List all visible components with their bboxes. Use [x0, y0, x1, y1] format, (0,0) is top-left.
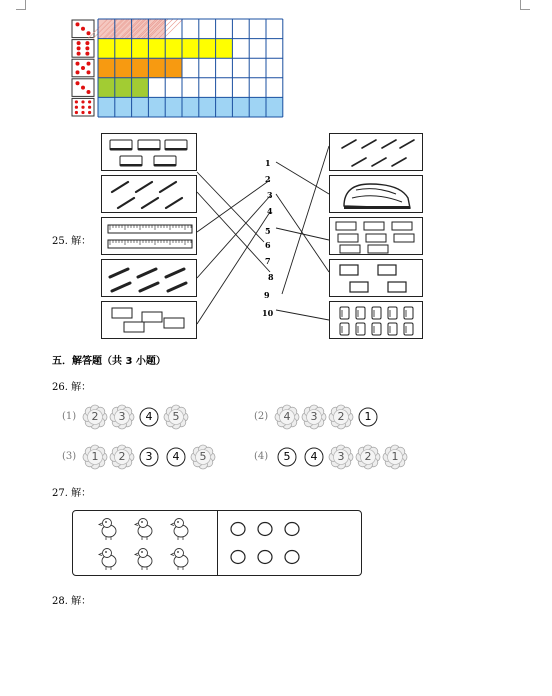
flower-number	[82, 444, 108, 470]
flower-number-exercise	[62, 400, 422, 474]
match-line	[276, 162, 329, 194]
flower-number	[382, 444, 408, 470]
bar-cell	[115, 78, 132, 98]
chick-icon	[171, 549, 188, 571]
circles-group	[218, 511, 362, 575]
flower-number-text: 4	[310, 450, 318, 463]
bar-cell	[199, 39, 216, 59]
flower-number	[328, 404, 354, 430]
die-pip	[87, 31, 91, 35]
circle-mark	[231, 523, 245, 536]
bar-cell	[132, 58, 149, 78]
die-pip	[81, 106, 84, 109]
bar-cell	[148, 39, 165, 59]
die-pip	[87, 70, 91, 74]
bar-cell	[165, 39, 182, 59]
match-number: 8	[268, 272, 274, 282]
filled-circle-number	[274, 444, 300, 470]
flower-number-text: 2	[118, 450, 126, 463]
die-pip	[87, 62, 91, 66]
cup-mark	[404, 307, 413, 319]
match-line	[197, 172, 264, 242]
bar-cell	[132, 78, 149, 98]
bar-cell	[115, 58, 132, 78]
cup-mark	[388, 307, 397, 319]
match-number: 3	[267, 190, 273, 200]
bar-cell	[148, 58, 165, 78]
chick-icon	[171, 519, 188, 541]
chicks-group	[73, 511, 217, 575]
flower-number-text: 1	[391, 450, 399, 463]
die-pip	[81, 86, 85, 90]
pencil-cases-icon	[330, 218, 424, 256]
die-pip	[85, 46, 89, 50]
left-box-pencils	[101, 175, 197, 213]
right-box-pens	[329, 133, 423, 171]
match-line	[197, 212, 270, 324]
bar-cell	[132, 97, 149, 117]
backpack-icon	[330, 176, 424, 214]
bar-cell	[165, 58, 182, 78]
question-26-label: 26. 解：	[52, 382, 92, 393]
die-pip	[77, 46, 81, 50]
flower-number	[355, 444, 381, 470]
right-box-backpack	[329, 175, 423, 213]
bar-cell	[232, 97, 249, 117]
cup-mark	[372, 307, 381, 319]
bar-cell	[148, 97, 165, 117]
chick-icon	[99, 519, 116, 541]
matching-exercise	[100, 132, 430, 342]
bar-cell	[98, 39, 115, 59]
flower-number	[190, 444, 216, 470]
left-box-books	[101, 133, 197, 171]
die-pip	[76, 70, 80, 74]
flower-number-text: 5	[283, 450, 291, 463]
match-number: 4	[267, 206, 273, 216]
flower-number	[274, 404, 300, 430]
circle-mark	[285, 551, 299, 564]
die-pip	[81, 66, 85, 70]
circle-mark	[231, 551, 245, 564]
cups-icon	[330, 302, 424, 340]
match-number: 5	[265, 226, 271, 236]
flower-number-text: 1	[364, 410, 372, 423]
die-pip	[77, 52, 81, 56]
pens-icon	[330, 134, 424, 172]
circle-mark	[258, 523, 272, 536]
flower-row-tag: (3)	[62, 451, 77, 462]
flower-number	[301, 404, 327, 430]
match-number: 7	[265, 256, 271, 266]
flower-number-text: 2	[364, 450, 372, 463]
cup-mark	[388, 323, 397, 335]
erasers-icon	[102, 302, 198, 340]
circle-mark	[285, 523, 299, 536]
flower-number-text: 4	[172, 450, 180, 463]
die-pip	[76, 62, 80, 66]
die-pip	[85, 52, 89, 56]
hatch-line	[163, 19, 183, 39]
die-face	[72, 40, 94, 58]
die-pip	[85, 41, 89, 45]
books-icon	[102, 134, 198, 172]
filled-circle-number	[136, 404, 162, 430]
match-number: 10	[262, 308, 274, 318]
crayons-icon	[102, 260, 198, 298]
dice-bar-grid	[70, 18, 290, 124]
flower-number	[109, 404, 135, 430]
bar-cell	[199, 97, 216, 117]
flower-number	[328, 444, 354, 470]
die-pip	[87, 90, 91, 94]
match-line	[276, 310, 329, 320]
right-box-sharpeners	[329, 259, 423, 297]
flower-number	[82, 404, 108, 430]
bar-cell	[115, 39, 132, 59]
flower-row-tag: (1)	[62, 411, 77, 422]
filled-circle-number	[163, 444, 189, 470]
bar-cell	[249, 97, 266, 117]
match-line	[276, 228, 329, 240]
bar-cell	[216, 97, 233, 117]
right-box-pencil-cases	[329, 217, 423, 255]
question-27-label: 27. 解：	[52, 488, 92, 499]
match-number: 2	[265, 174, 271, 184]
corner-mark-right	[520, 0, 530, 10]
match-line	[197, 192, 270, 272]
die-pip	[76, 81, 80, 85]
flower-row-tag: (4)	[254, 451, 269, 462]
bar-cell	[266, 97, 283, 117]
pencils-icon	[102, 176, 198, 214]
flower-number-text: 3	[337, 450, 345, 463]
match-number: 9	[264, 290, 270, 300]
die-pip	[88, 106, 91, 109]
chick-icon	[135, 549, 152, 571]
cup-mark	[372, 323, 381, 335]
flower-number-text: 2	[91, 410, 99, 423]
filled-circle-number	[301, 444, 327, 470]
bar-cell	[98, 58, 115, 78]
cup-mark	[340, 323, 349, 335]
bar-cell	[98, 97, 115, 117]
match-line	[197, 196, 270, 278]
die-pip	[77, 41, 81, 45]
dice-bar-grid-svg	[70, 18, 290, 120]
die-pip	[75, 106, 78, 109]
cup-mark	[356, 307, 365, 319]
left-box-rulers	[101, 217, 197, 255]
right-box-cups	[329, 301, 423, 339]
flower-number-text: 2	[337, 410, 345, 423]
chick-icon	[99, 549, 116, 571]
sharpeners-icon	[330, 260, 424, 298]
question-25-label: 25. 解：	[52, 236, 92, 247]
flower-row-tag: (2)	[254, 411, 269, 422]
cup-mark	[404, 323, 413, 335]
die-pip	[81, 100, 84, 103]
flower-number-text: 3	[145, 450, 153, 463]
rulers-icon	[102, 218, 198, 256]
flower-number	[163, 404, 189, 430]
die-pip	[88, 111, 91, 114]
filled-circle-number	[136, 444, 162, 470]
bar-cell	[182, 39, 199, 59]
left-box-erasers	[101, 301, 197, 339]
die-pip	[81, 111, 84, 114]
chick-icon	[135, 519, 152, 541]
bar-cell	[165, 97, 182, 117]
flower-number-text: 5	[172, 410, 180, 423]
bar-cell	[216, 39, 233, 59]
flower-number-text: 3	[118, 410, 126, 423]
bar-cell	[132, 39, 149, 59]
match-number: 6	[265, 240, 271, 250]
die-pip	[75, 100, 78, 103]
flower-number-text: 4	[145, 410, 153, 423]
die-pip	[88, 100, 91, 103]
left-box-crayons	[101, 259, 197, 297]
circle-mark	[258, 551, 272, 564]
flower-number-text: 5	[199, 450, 207, 463]
chick-circle-box	[72, 510, 362, 576]
die-pip	[75, 111, 78, 114]
flower-number	[109, 444, 135, 470]
die-pip	[81, 27, 85, 31]
section-5-title: 五．解答题（共 3 小题）	[52, 356, 166, 367]
match-line	[197, 180, 270, 232]
match-line	[276, 194, 329, 272]
filled-circle-number	[355, 404, 381, 430]
flower-number-text: 1	[91, 450, 99, 463]
match-line	[282, 146, 329, 294]
bar-cell	[115, 97, 132, 117]
corner-mark-left	[16, 0, 26, 10]
cup-mark	[356, 323, 365, 335]
bar-cell	[98, 78, 115, 98]
die-pip	[76, 22, 80, 26]
cup-mark	[340, 307, 349, 319]
bar-cell	[182, 97, 199, 117]
question-28-label: 28. 解：	[52, 596, 92, 607]
flower-number-text: 3	[310, 410, 318, 423]
match-number: 1	[265, 158, 271, 168]
flower-number-text: 4	[283, 410, 291, 423]
